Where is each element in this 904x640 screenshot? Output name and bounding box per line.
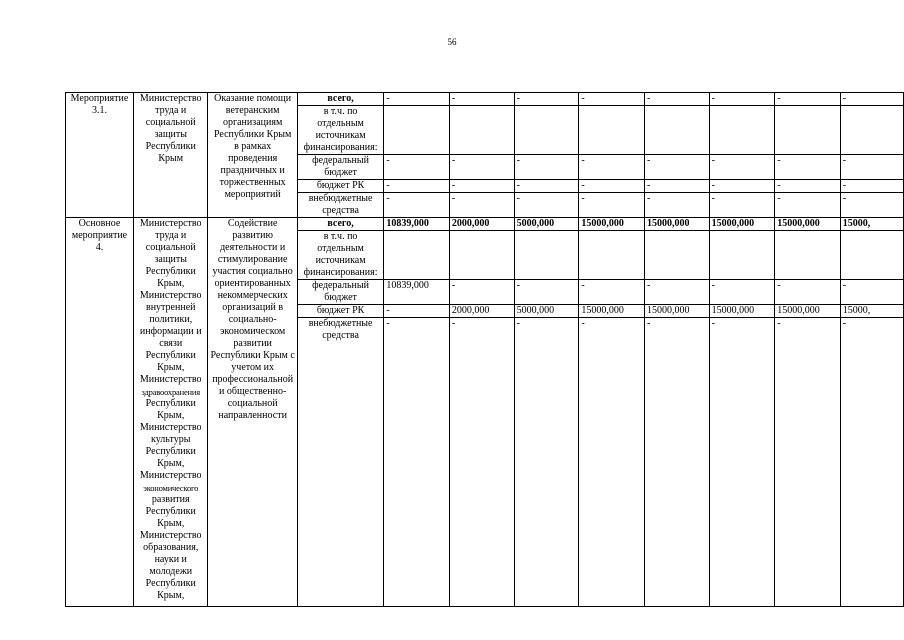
extra-value: - — [579, 318, 645, 607]
total-value: - — [840, 93, 903, 106]
rk-value: 15000,000 — [644, 305, 709, 318]
empty-cell — [840, 106, 903, 155]
executor-line: Крым, — [157, 410, 185, 421]
executor-line: Республики — [145, 266, 196, 277]
rk-value: - — [514, 180, 579, 193]
federal-value: - — [449, 155, 514, 180]
rk-value: - — [384, 305, 450, 318]
executor-line: связи — [159, 338, 183, 349]
empty-cell — [775, 231, 841, 280]
federal-value: - — [709, 280, 775, 305]
empty-cell — [449, 231, 514, 280]
empty-cell — [709, 231, 775, 280]
source-total-label: всего, — [297, 218, 384, 231]
source-federal-label: федеральный бюджет — [297, 155, 384, 180]
extra-value: - — [384, 193, 450, 218]
total-value: 15000,000 — [775, 218, 841, 231]
executor-line: Республики — [145, 578, 196, 589]
source-total-label: всего, — [297, 93, 384, 106]
extra-value: - — [644, 193, 709, 218]
executor-cell: Министерство труда и социальной защиты Республики Крым — [133, 93, 208, 218]
source-rk-label: бюджет РК — [297, 305, 384, 318]
executor-line: Крым, — [157, 458, 185, 469]
empty-cell — [449, 106, 514, 155]
executor-line: Министерство — [139, 374, 202, 385]
federal-value: - — [840, 155, 903, 180]
executor-line: Министерство — [139, 530, 202, 541]
executor-line: Министерство — [139, 422, 202, 433]
executor-line: Министерство — [139, 290, 202, 301]
executor-line: Крым, — [157, 518, 185, 529]
source-extra-label: внебюджетные средства — [297, 318, 384, 607]
executor-line: социальной — [145, 242, 196, 253]
total-value: 2000,000 — [449, 218, 514, 231]
executor-line: Республики — [145, 398, 196, 409]
rk-value: - — [449, 180, 514, 193]
extra-value: - — [840, 318, 903, 607]
federal-value: - — [449, 280, 514, 305]
executor-line: науки и — [154, 554, 187, 565]
executor-line: внутренней — [145, 302, 196, 313]
executor-line: молодежи — [149, 566, 193, 577]
federal-value: - — [384, 155, 450, 180]
rk-value: - — [840, 180, 903, 193]
executor-line: политики, — [149, 314, 193, 325]
extra-value: - — [579, 193, 645, 218]
rk-value: - — [384, 180, 450, 193]
extra-value: - — [775, 318, 841, 607]
source-extra-label: внебюджетные средства — [297, 193, 384, 218]
rk-value: - — [644, 180, 709, 193]
extra-value: - — [384, 318, 450, 607]
federal-value: 10839,000 — [384, 280, 450, 305]
executor-line: культуры — [151, 434, 191, 445]
executor-line: Крым, — [157, 278, 185, 289]
total-value: 10839,000 — [384, 218, 450, 231]
activity-name-cell: Оказание помощи ветеранским организациям Республики Крым в рамках проведения праздничных и торжественных мероприятий — [208, 93, 297, 218]
extra-value: - — [514, 318, 579, 607]
empty-cell — [579, 106, 645, 155]
federal-value: - — [514, 155, 579, 180]
federal-value: - — [775, 155, 841, 180]
federal-value: - — [709, 155, 775, 180]
rk-value: 15000,000 — [579, 305, 645, 318]
federal-value: - — [775, 280, 841, 305]
empty-cell — [579, 231, 645, 280]
total-value: 15000,000 — [709, 218, 775, 231]
empty-cell — [644, 106, 709, 155]
rk-value: - — [709, 180, 775, 193]
executor-line: образования, — [143, 542, 199, 553]
total-value: - — [514, 93, 579, 106]
rk-value: 15000,000 — [709, 305, 775, 318]
federal-value: - — [644, 155, 709, 180]
executor-line: труда и — [155, 230, 187, 241]
executor-line: Республики — [145, 506, 196, 517]
empty-cell — [514, 231, 579, 280]
executor-line: Министерство — [139, 470, 202, 481]
page-number: 56 — [447, 37, 457, 47]
extra-value: - — [644, 318, 709, 607]
executor-line: Республики — [145, 350, 196, 361]
rk-value: 5000,000 — [514, 305, 579, 318]
executor-cell — [133, 218, 208, 607]
total-value: - — [775, 93, 841, 106]
extra-value: - — [709, 193, 775, 218]
rk-value: - — [775, 180, 841, 193]
empty-cell — [775, 106, 841, 155]
extra-value: - — [775, 193, 841, 218]
executor-line: экономического — [143, 483, 199, 493]
empty-cell — [384, 231, 450, 280]
rk-value: - — [579, 180, 645, 193]
executor-line: Министерство — [139, 218, 202, 229]
federal-value: - — [579, 280, 645, 305]
empty-cell — [514, 106, 579, 155]
rk-value: 15000,000 — [775, 305, 841, 318]
total-value: 5000,000 — [514, 218, 579, 231]
rk-value: 15000, — [840, 305, 903, 318]
empty-cell — [709, 106, 775, 155]
executor-line: развития — [151, 494, 190, 505]
extra-value: - — [514, 193, 579, 218]
activity-name-cell: Содействие развитию деятельности и стимулирование участия социально ориентированных некоммерческих организаций в социально-экономическом развитии Республики Крым с учетом их профессиональной и общественно-социальной направленности — [208, 218, 297, 607]
total-value: - — [449, 93, 514, 106]
financing-table — [65, 92, 904, 607]
empty-cell — [840, 231, 903, 280]
federal-value: - — [840, 280, 903, 305]
federal-value: - — [514, 280, 579, 305]
total-value: 15000,000 — [644, 218, 709, 231]
total-value: 15000,000 — [579, 218, 645, 231]
executor-line: Крым, — [157, 362, 185, 373]
empty-cell — [384, 106, 450, 155]
total-value: 15000, — [840, 218, 903, 231]
rk-value: 2000,000 — [449, 305, 514, 318]
measure-cell: Мероприятие 3.1. — [66, 93, 134, 218]
total-value: - — [579, 93, 645, 106]
extra-value: - — [449, 318, 514, 607]
total-value: - — [384, 93, 450, 106]
executor-line: Крым, — [157, 590, 185, 601]
executor-line: Республики — [145, 446, 196, 457]
extra-value: - — [449, 193, 514, 218]
federal-value: - — [644, 280, 709, 305]
source-federal-label: федеральный бюджет — [297, 280, 384, 305]
executor-line: информации и — [139, 326, 202, 337]
measure-cell: Основное мероприятие 4. — [66, 218, 134, 607]
extra-value: - — [840, 193, 903, 218]
source-breakdown-label: в т.ч. по отдельным источникам финансирования: — [297, 231, 384, 280]
executor-line: защиты — [154, 254, 187, 265]
executor-line: здравоохранения — [141, 387, 200, 397]
empty-cell — [644, 231, 709, 280]
federal-value: - — [579, 155, 645, 180]
extra-value: - — [709, 318, 775, 607]
total-value: - — [709, 93, 775, 106]
total-value: - — [644, 93, 709, 106]
source-breakdown-label: в т.ч. по отдельным источникам финансирования: — [297, 106, 384, 155]
source-rk-label: бюджет РК — [297, 180, 384, 193]
